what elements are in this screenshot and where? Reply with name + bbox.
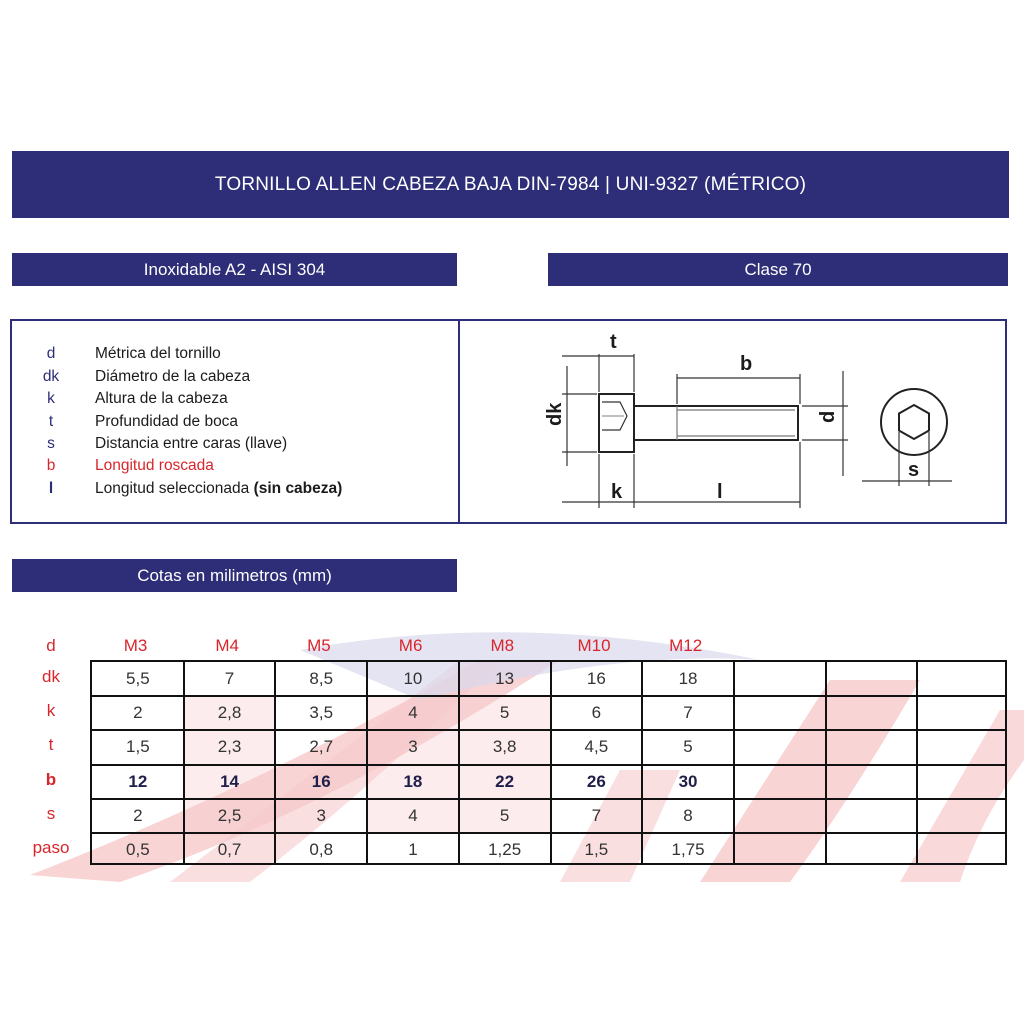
table-cell: 0,7 xyxy=(217,840,242,860)
header-label-d: d xyxy=(46,636,56,655)
table-cell: 2,3 xyxy=(184,730,276,764)
row-label: t xyxy=(48,735,54,755)
table-cell: 1,5 xyxy=(584,840,609,860)
table-cell: 26 xyxy=(586,771,606,791)
diagram-label-d: d xyxy=(817,410,839,423)
legend-description-bold: (sin cabeza) xyxy=(253,480,343,497)
table-cell: 1 xyxy=(408,840,418,860)
column-header: M4 xyxy=(215,636,239,655)
legend-symbol: s xyxy=(47,435,55,452)
empty-cell xyxy=(734,730,826,764)
legend-description xyxy=(95,480,342,498)
column-header: M6 xyxy=(398,636,423,655)
legend-symbol: b xyxy=(46,457,56,474)
table-cell: 0,5 xyxy=(126,840,150,860)
table-cell: 7 xyxy=(591,805,602,825)
diagram-label-s: s xyxy=(908,459,920,481)
table-row-divider xyxy=(92,764,1005,766)
table-cell: 22 xyxy=(459,765,551,799)
empty-cell xyxy=(917,833,1009,867)
row-label: paso xyxy=(32,838,70,857)
table-cell: 18 xyxy=(367,765,459,799)
legend-description xyxy=(95,435,287,453)
legend-description xyxy=(95,390,228,408)
diagram-label-dk: dk xyxy=(544,402,566,426)
dimensions-heading: Cotas en milimetros (mm) xyxy=(12,559,457,592)
column-header: M3 xyxy=(123,636,148,655)
legend-description-text: Distancia entre caras (llave) xyxy=(95,435,288,452)
screw-shank xyxy=(634,406,798,440)
legend-description xyxy=(95,368,250,386)
legend-description-text: Diámetro de la cabeza xyxy=(95,368,251,385)
empty-cell xyxy=(917,696,1009,730)
table-cell: 8 xyxy=(683,805,693,825)
table-cell: 3 xyxy=(316,805,326,825)
empty-cell xyxy=(734,662,826,696)
empty-cell xyxy=(917,730,1009,764)
table-cell: 1,25 xyxy=(488,840,522,860)
legend-description-text: Profundidad de boca xyxy=(95,413,239,430)
table-cell: 0,8 xyxy=(309,840,334,860)
legend-description xyxy=(95,413,238,431)
empty-cell xyxy=(826,799,918,833)
row-label: dk xyxy=(42,667,60,686)
table-cell: 2,8 xyxy=(184,696,276,730)
empty-cell xyxy=(734,765,826,799)
legend-symbol: dk xyxy=(42,368,60,385)
table-cell: 5 xyxy=(459,696,551,730)
table-cell: 7 xyxy=(683,703,693,723)
column-header: M12 xyxy=(669,636,703,655)
empty-cell xyxy=(917,799,1009,833)
legend-description xyxy=(95,345,221,363)
legend-description-text: Longitud seleccionada xyxy=(95,480,254,497)
table-cell: 4,5 xyxy=(584,737,609,757)
empty-cell xyxy=(734,696,826,730)
empty-cell xyxy=(826,833,918,867)
legend-description-text: Métrica del tornillo xyxy=(95,345,221,362)
table-row-divider xyxy=(92,729,1005,731)
legend-symbol: t xyxy=(48,413,54,430)
table-cell: 3,5 xyxy=(309,703,334,723)
row-label: s xyxy=(46,803,56,823)
table-cell: 12 xyxy=(128,771,148,791)
row-label: k xyxy=(46,701,56,721)
table-cell: 2 xyxy=(133,703,143,723)
empty-cell xyxy=(917,662,1009,696)
table-row-divider xyxy=(92,695,1005,697)
table-cell: 6 xyxy=(591,703,602,723)
legend-symbol: d xyxy=(46,345,56,362)
table-cell: 18 xyxy=(678,669,698,689)
diagram-label-l: l xyxy=(717,481,723,503)
table-cell: 10 xyxy=(403,669,423,689)
table-cell: 30 xyxy=(678,771,698,791)
legend-panel xyxy=(10,319,1007,524)
screw-head xyxy=(599,394,634,452)
material-heading: Inoxidable A2 - AISI 304 xyxy=(12,253,457,286)
table-cell: 2 xyxy=(133,805,143,825)
hex-socket-end-view xyxy=(899,405,929,439)
empty-cell xyxy=(826,696,918,730)
table-cell: 4 xyxy=(367,696,459,730)
empty-cell xyxy=(734,833,826,867)
table-cell: 14 xyxy=(184,765,276,799)
diagram-label-t: t xyxy=(610,331,617,353)
empty-cell xyxy=(917,765,1009,799)
table-row-divider xyxy=(92,798,1005,800)
table-cell: 16 xyxy=(311,771,331,791)
table-cell: 5 xyxy=(459,799,551,833)
column-header: M5 xyxy=(307,636,331,655)
class-heading: Clase 70 xyxy=(548,253,1008,286)
table-cell: 3,8 xyxy=(459,730,551,764)
table-row-divider xyxy=(92,832,1005,834)
row-label: b xyxy=(45,769,57,789)
legend-symbol: k xyxy=(47,390,55,407)
dimensions-table xyxy=(90,660,1007,865)
legend-description-text: Altura de la cabeza xyxy=(95,390,228,407)
empty-cell xyxy=(734,799,826,833)
column-header: M8 xyxy=(490,636,515,655)
empty-cell xyxy=(826,765,918,799)
table-cell: 4 xyxy=(367,799,459,833)
table-cell: 5,5 xyxy=(126,669,150,689)
screw-diagram xyxy=(532,326,972,516)
table-cell: 2,7 xyxy=(309,737,334,757)
legend-description xyxy=(95,457,214,475)
table-cell: 13 xyxy=(495,669,515,689)
table-cell: 1,75 xyxy=(671,840,705,860)
table-cell: 1,5 xyxy=(126,737,150,757)
diagram-label-b: b xyxy=(740,353,753,375)
table-cell: 5 xyxy=(683,737,693,757)
table-cell: 3 xyxy=(367,730,459,764)
page-title: TORNILLO ALLEN CABEZA BAJA DIN-7984 | UNI-9327 (MÉTRICO) xyxy=(12,151,1009,218)
empty-cell xyxy=(826,662,918,696)
table-cell: 16 xyxy=(586,669,606,689)
table-cell: 7 xyxy=(224,669,235,689)
legend-symbol: l xyxy=(48,480,54,497)
legend-description-text: Longitud roscada xyxy=(95,457,214,474)
empty-cell xyxy=(826,730,918,764)
legend-divider xyxy=(458,321,460,522)
column-header: M10 xyxy=(577,636,611,655)
table-cell: 8,5 xyxy=(309,669,334,689)
table-cell: 2,5 xyxy=(184,799,276,833)
diagram-label-k: k xyxy=(611,481,623,503)
